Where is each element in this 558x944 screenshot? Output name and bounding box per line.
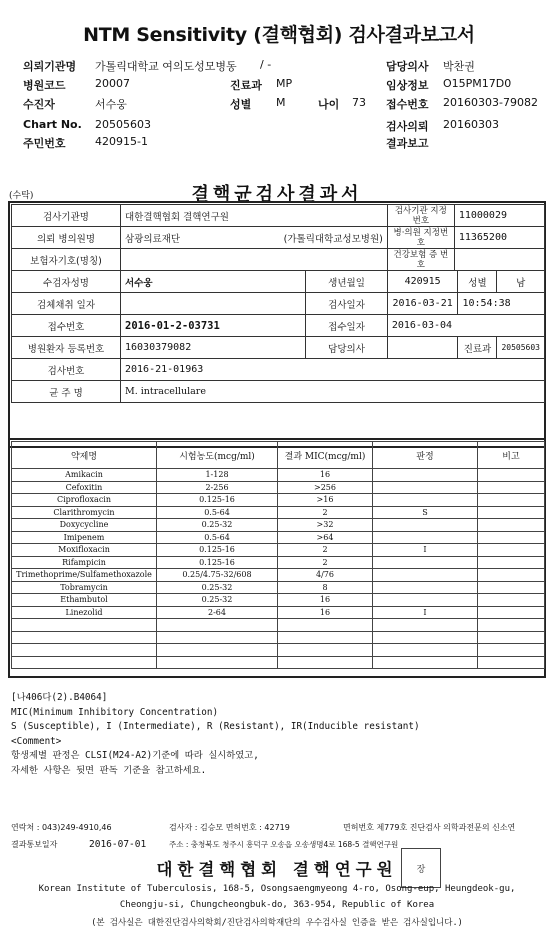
note-line: [나406다(2).B4064] [11, 692, 108, 703]
cell-note [478, 506, 545, 519]
info-label: 진료과 [458, 337, 497, 359]
info-value: 11365200 [454, 227, 544, 249]
header-label: 접수번호 [386, 98, 429, 111]
susceptibility-table [11, 441, 545, 669]
table-row [12, 581, 545, 594]
cell-name: Amikacin [12, 469, 157, 482]
info-value-sub: (가톨릭대학교성모병원) [283, 233, 383, 245]
info-value: 20505603 [497, 337, 545, 359]
note-line: MIC(Minimum Inhibitory Concentration) [11, 706, 219, 718]
info-value: 2016-03-04 [387, 315, 544, 337]
table-row [12, 531, 545, 544]
cell-interp: I [373, 606, 478, 619]
table-row [12, 556, 545, 569]
header-label: 진료과 [230, 79, 262, 92]
cell-conc [157, 631, 278, 644]
table-row [12, 469, 545, 482]
cell-conc: 0.25-32 [157, 594, 278, 607]
header-label: 병원코드 [23, 79, 66, 92]
cell-interp [373, 556, 478, 569]
page-title: NTM Sensitivity (결핵협회) 검사결과보고서 [83, 24, 475, 46]
cell-interp [373, 519, 478, 532]
header-value: 20007 [95, 77, 130, 90]
footer-line-1 [11, 822, 545, 833]
cell-name: Clarithromycin [12, 506, 157, 519]
header-label: 담당의사 [386, 60, 429, 73]
table-row [12, 644, 545, 657]
cell-conc: 0.25-32 [157, 519, 278, 532]
info-label: 담당의사 [306, 337, 388, 359]
header-value: / - [260, 58, 272, 71]
cell-name: Linezolid [12, 606, 157, 619]
header-label: 주민번호 [23, 137, 66, 150]
header-value: MP [276, 77, 293, 90]
footer-report-date: 2016-07-01 [89, 839, 147, 850]
col-header: 판정 [373, 442, 478, 469]
header-label: 임상정보 [386, 79, 429, 92]
cell-mic: 16 [278, 594, 373, 607]
cell-interp: I [373, 544, 478, 557]
header-value: O15PM17D0 [443, 77, 512, 90]
cell-mic: 2 [278, 556, 373, 569]
table-row [12, 481, 545, 494]
table-row [12, 656, 545, 669]
cell-conc: 2-256 [157, 481, 278, 494]
header-value: 20160303 [443, 118, 499, 131]
info-label: 건강보험 증 번호 [387, 249, 454, 271]
cell-conc: 1-128 [157, 469, 278, 482]
cell-name: Cefoxitin [12, 481, 157, 494]
info-value [454, 249, 544, 271]
cell-interp [373, 569, 478, 582]
header-label: Chart No. [23, 118, 82, 131]
note-line: S (Susceptible), I (Intermediate), R (Resistant), IR(Inducible resistant) [11, 721, 420, 732]
info-label: 검사기관명 [12, 205, 121, 227]
report-header [0, 56, 558, 156]
cell-name: Rifampicin [12, 556, 157, 569]
notes-block [11, 691, 545, 778]
cell-note [478, 494, 545, 507]
cell-conc: 0.25/4.75-32/608 [157, 569, 278, 582]
certification-note: (본 검사실은 대한진단검사의학회/진단검사의학재단의 우수검사실 인증을 받은 검사실입니다.) [91, 918, 463, 928]
cell-mic: 4/76 [278, 569, 373, 582]
note-line: <Comment> [11, 735, 62, 747]
header-label: 성별 [230, 98, 252, 111]
address-en-1: Korean Institute of Tuberculosis, 168-5, Osongsaengmyeong 4-ro, Osong-eup, Heungdeok-gu, [38, 884, 516, 894]
institution-name: 대한결핵협회 결핵연구원 [156, 860, 398, 879]
info-value: 2016-03-21 [387, 293, 458, 315]
cell-interp [373, 631, 478, 644]
cell-conc: 0.25-32 [157, 581, 278, 594]
info-label: 성별 [458, 271, 497, 293]
info-label: 생년월일 [306, 271, 388, 293]
cell-conc: 0.125-16 [157, 494, 278, 507]
cell-interp [373, 594, 478, 607]
header-value: 서수웅 [95, 98, 127, 111]
header-label: 나이 [318, 98, 340, 111]
cell-interp [373, 581, 478, 594]
patient-info-table [11, 204, 545, 403]
header-value: 73 [352, 96, 366, 109]
cell-interp [373, 644, 478, 657]
address-en-2: Cheongju-si, Chungcheongbuk-do, 363-954, Republic of Korea [119, 900, 435, 910]
cell-name [12, 656, 157, 669]
cell-mic [278, 619, 373, 632]
cell-note [478, 569, 545, 582]
cell-mic [278, 644, 373, 657]
table-row [12, 506, 545, 519]
cell-conc: 0.125-16 [157, 544, 278, 557]
footer-license: 면허번호 제779호 진단검사 의학과전문의 신소연 [343, 823, 516, 832]
info-value: 서수웅 [121, 271, 306, 293]
info-value [121, 293, 306, 315]
cell-name [12, 619, 157, 632]
header-label: 의뢰기관명 [23, 60, 77, 73]
info-label: 병원환자 등록번호 [12, 337, 121, 359]
cell-mic: 16 [278, 469, 373, 482]
info-label: 접수일자 [306, 315, 388, 337]
note-line: 항생제별 판정은 CLSI(M24-A2)기준에 따라 실시하였고, [11, 750, 259, 761]
header-label: 수진자 [23, 98, 55, 111]
cell-name: Ethambutol [12, 594, 157, 607]
cell-conc [157, 644, 278, 657]
cell-name [12, 644, 157, 657]
info-label: 검사기관 지정번호 [387, 205, 454, 227]
cell-note [478, 606, 545, 619]
cell-mic: 8 [278, 581, 373, 594]
header-value: 20160303-79082 [443, 96, 538, 109]
table-row [12, 631, 545, 644]
footer-address-kr: 주소 : 충청북도 청주시 흥덕구 오송읍 오송생명4로 168-5 결핵연구원 [169, 840, 399, 849]
cell-note [478, 656, 545, 669]
cell-conc [157, 619, 278, 632]
table-row [12, 606, 545, 619]
info-label: 검사번호 [12, 359, 121, 381]
cell-note [478, 581, 545, 594]
info-label: 병·의원 지정번호 [387, 227, 454, 249]
cell-mic: 2 [278, 544, 373, 557]
note-line: 자세한 사항은 뒷면 판독 기준을 참고하세요. [11, 764, 207, 776]
info-value [387, 337, 458, 359]
footer-line-2 [11, 839, 545, 850]
table-row [12, 569, 545, 582]
cell-note [478, 531, 545, 544]
cell-name [12, 631, 157, 644]
header-value: 420915-1 [95, 135, 148, 148]
table-row [12, 594, 545, 607]
header-label: 결과보고 [386, 137, 429, 150]
header-value: 박찬권 [443, 60, 475, 73]
info-value: 대한결핵협회 결핵연구원 [121, 205, 388, 227]
cell-interp [373, 531, 478, 544]
cell-note [478, 519, 545, 532]
header-value: 가톨릭대학교 여의도성모병동 [95, 60, 237, 73]
info-label: 접수번호 [12, 315, 121, 337]
info-value: 남 [497, 271, 545, 293]
drug-rows [12, 469, 545, 669]
info-label: 균 주 명 [12, 381, 121, 403]
cell-note [478, 644, 545, 657]
cell-interp [373, 656, 478, 669]
cell-interp: S [373, 506, 478, 519]
cell-note [478, 469, 545, 482]
info-value: 10:54:38 [458, 293, 545, 315]
info-value [121, 227, 388, 249]
header-value: 20505603 [95, 118, 151, 131]
cell-note [478, 619, 545, 632]
col-header: 약제명 [12, 442, 157, 469]
col-header: 결과 MIC(mcg/ml) [278, 442, 373, 469]
cell-mic: >32 [278, 519, 373, 532]
cell-note [478, 556, 545, 569]
cell-note [478, 544, 545, 557]
table-row [12, 544, 545, 557]
report-tag: (수탁) [9, 191, 34, 201]
cell-mic: >256 [278, 481, 373, 494]
cell-interp [373, 494, 478, 507]
cell-name: Moxifloxacin [12, 544, 157, 557]
col-header: 비고 [478, 442, 545, 469]
footer-report-date-label: 결과통보일자 [11, 840, 58, 849]
info-value: 2016-21-01963 [121, 359, 545, 381]
table-row [12, 619, 545, 632]
cell-conc: 2-64 [157, 606, 278, 619]
scanned-report [7, 176, 547, 936]
table-row [12, 519, 545, 532]
cell-note [478, 481, 545, 494]
table-row [12, 494, 545, 507]
cell-conc: 0.5-64 [157, 506, 278, 519]
info-label: 보험자기호(명칭) [12, 249, 121, 271]
info-label: 검사일자 [306, 293, 388, 315]
cell-interp [373, 481, 478, 494]
header-label: 검사의뢰 [386, 120, 429, 133]
cell-conc [157, 656, 278, 669]
cell-conc: 0.125-16 [157, 556, 278, 569]
footer-examiner: 검사자 : 김승모 면허번호 : 42719 [169, 823, 290, 832]
cell-interp [373, 469, 478, 482]
info-value: 11000029 [454, 205, 544, 227]
info-value-main: 삼광의료재단 [125, 233, 181, 245]
cell-mic: 16 [278, 606, 373, 619]
seal-text: 장 [416, 864, 426, 875]
info-value [121, 249, 388, 271]
cell-name: Imipenem [12, 531, 157, 544]
cell-mic: 2 [278, 506, 373, 519]
col-header: 시험농도(mcg/ml) [157, 442, 278, 469]
cell-mic [278, 656, 373, 669]
cell-conc: 0.5-64 [157, 531, 278, 544]
info-value: 16030379082 [121, 337, 306, 359]
cell-name: Tobramycin [12, 581, 157, 594]
cell-mic [278, 631, 373, 644]
report-title: 결핵균검사결과서 [191, 184, 363, 205]
info-label: 검체채취 일자 [12, 293, 121, 315]
cell-name: Ciprofloxacin [12, 494, 157, 507]
cell-name: Trimethoprime/Sulfamethoxazole [12, 569, 157, 582]
official-seal [401, 848, 441, 888]
cell-mic: >64 [278, 531, 373, 544]
info-value: 2016-01-2-03731 [121, 315, 306, 337]
cell-name: Doxycycline [12, 519, 157, 532]
info-value: M. intracellulare [121, 381, 545, 403]
info-label: 수검자성명 [12, 271, 121, 293]
cell-interp [373, 619, 478, 632]
cell-mic: >16 [278, 494, 373, 507]
header-value: M [276, 96, 286, 109]
info-value: 420915 [387, 271, 458, 293]
cell-note [478, 594, 545, 607]
info-label: 의뢰 병의원명 [12, 227, 121, 249]
footer-contact: 연락처 : 043)249-4910,46 [11, 823, 112, 832]
cell-note [478, 631, 545, 644]
